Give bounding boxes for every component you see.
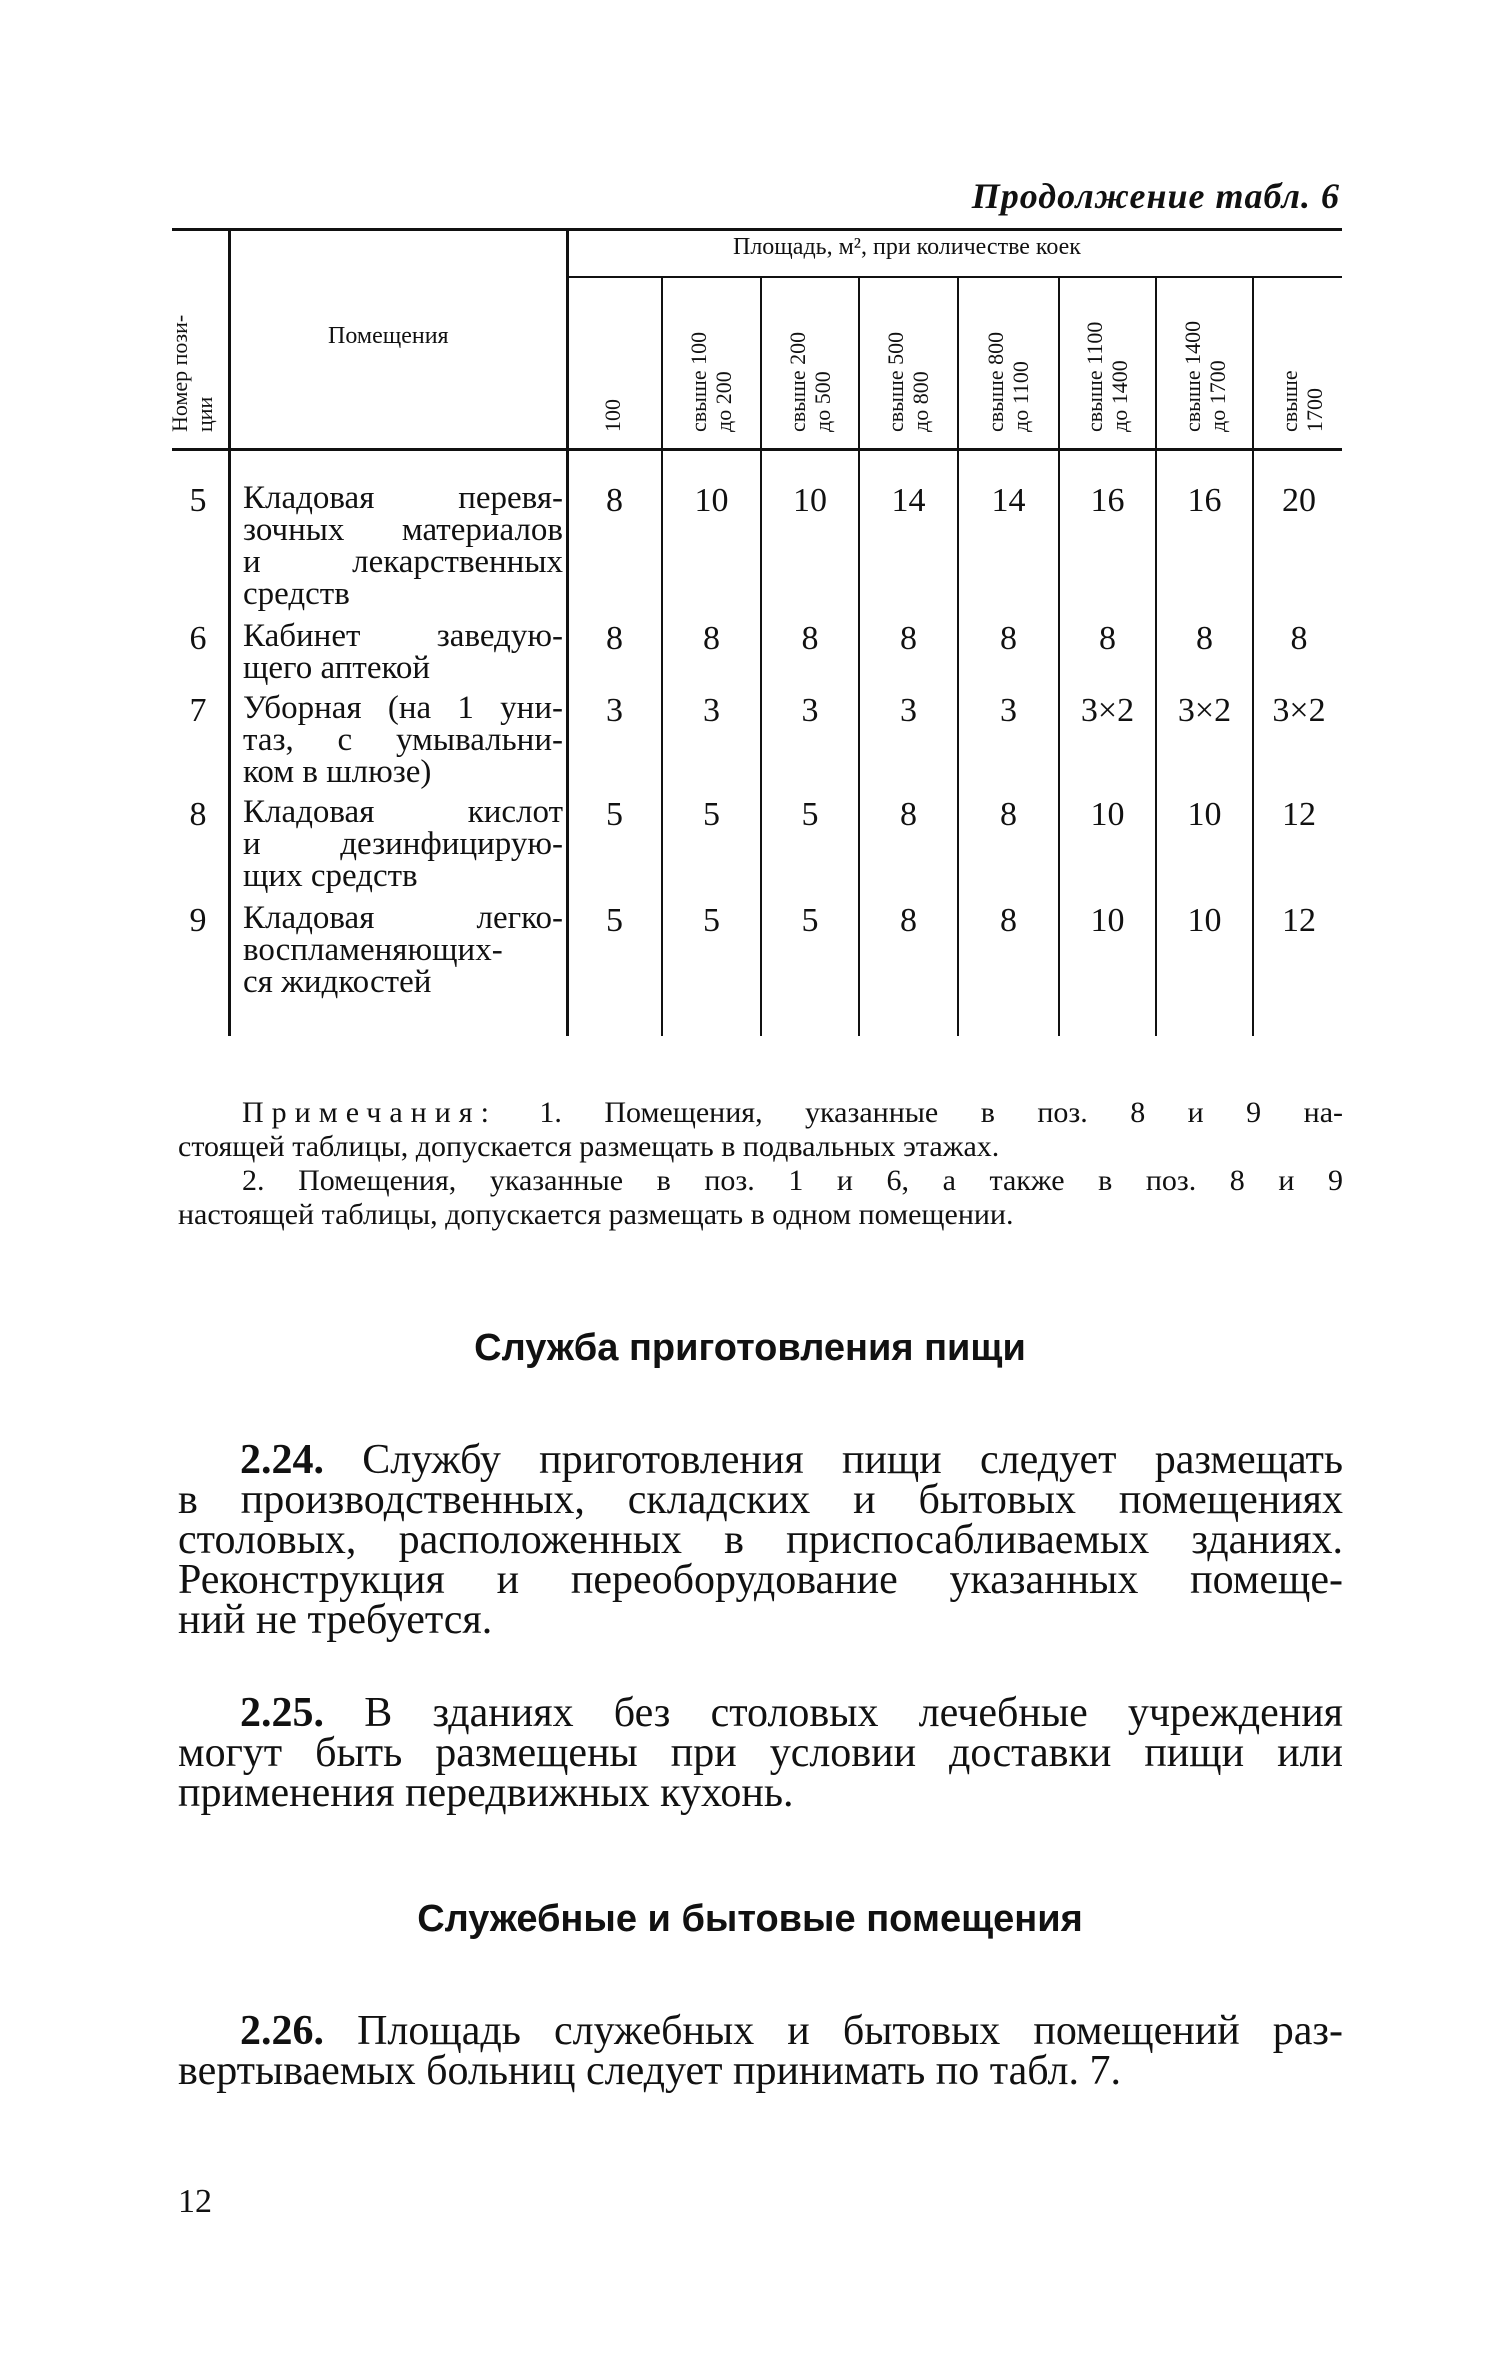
header-bottom-rule (172, 448, 1342, 451)
header-col-over-1700: свыше 1700 (1277, 370, 1327, 432)
paragraph-2-25: 2.25. В зданиях без столовых лечебные учреждения могут быть размещены при условии доставки пищи или применения передвижных кухонь. (178, 1690, 1343, 1816)
row-position-number: 7 (189, 692, 207, 729)
header-col-1100-1400: свыше 1100 до 1400 (1082, 321, 1132, 432)
area-cell: 10 (1090, 902, 1125, 939)
row-position-number: 9 (189, 902, 207, 939)
area-cell: 5 (703, 796, 720, 833)
section-heading-staff-rooms: Служебные и бытовые помещения (417, 1898, 1083, 1940)
area-cell: 3 (606, 692, 623, 729)
allocation-table (0, 0, 1500, 1060)
group-header-rule (566, 276, 1342, 278)
area-cell: 5 (801, 902, 819, 939)
note-1-line-1: 1. Помещения, указанные в поз. 8 и 9 на- (539, 1096, 1343, 1129)
area-cell: 12 (1282, 902, 1316, 939)
header-col-100: 100 (600, 399, 625, 432)
area-cell: 20 (1282, 482, 1316, 519)
area-cell: 3×2 (1177, 692, 1232, 729)
area-cell: 8 (703, 620, 720, 657)
header-col-1400-1700: свыше 1400 до 1700 (1180, 320, 1230, 432)
area-cell: 8 (1290, 620, 1308, 657)
row-position-number: 8 (189, 796, 207, 833)
room-name: Кабинет заведую- щего аптекой (243, 618, 563, 686)
table-top-rule (172, 228, 1342, 231)
paragraph-2-26: 2.26. Площадь служебных и бытовых помещений раз- вертываемых больниц следует принимать по табл. 7. (178, 2008, 1343, 2094)
area-cell: 8 (801, 620, 819, 657)
header-area-group: Площадь, м², при количестве коек (733, 234, 1081, 260)
area-cell: 8 (900, 796, 917, 833)
note-2-line-2: настоящей таблицы, допускается размещать в одном помещении. (178, 1198, 1014, 1231)
area-cell: 8 (900, 620, 917, 657)
clause-number: 2.24. (240, 1437, 324, 1483)
clause-number: 2.26. (240, 2008, 324, 2054)
note-1-line-2: стоящей таблицы, допускается размещать в подвальных этажах. (178, 1130, 1000, 1163)
table-continuation-caption: Продолжение табл. 6 (971, 176, 1340, 216)
page-number: 12 (178, 2183, 212, 2220)
clause-number: 2.25. (240, 1690, 324, 1736)
area-cell: 14 (891, 482, 926, 519)
area-cell: 12 (1282, 796, 1316, 833)
room-name: Уборная (на 1 уни- таз, с умывальни- ком в шлюзе) (243, 690, 563, 790)
area-cell: 3 (801, 692, 819, 729)
note-2-line-1: 2. Помещения, указанные в поз. 1 и 6, а также в поз. 8 и 9 (242, 1164, 1343, 1197)
area-cell: 16 (1187, 482, 1222, 519)
row-position-number: 6 (189, 620, 207, 657)
area-cell: 8 (1000, 796, 1017, 833)
room-name: Кладовая легко- воспламеняющих- ся жидкостей (243, 900, 563, 1000)
header-col-800-1100: свыше 800 до 1100 (983, 331, 1033, 432)
header-position-number: Номер пози- ции (167, 314, 217, 432)
area-cell: 16 (1090, 482, 1125, 519)
area-cell: 3×2 (1080, 692, 1135, 729)
area-cell: 10 (1090, 796, 1125, 833)
area-cell: 10 (793, 482, 827, 519)
area-cell: 3 (703, 692, 720, 729)
column-divider (228, 228, 231, 1036)
notes-label: Примечания: (242, 1096, 497, 1129)
table-notes (178, 1096, 1343, 1232)
area-cell: 8 (606, 620, 623, 657)
area-cell: 3 (900, 692, 917, 729)
paragraph-2-24: 2.24. Службу приготовления пищи следует размещать в производственных, складских и бытовых помещениях столовых, расположенных в приспосабливаемых зданиях. Реконструкция и переоборудование указанных помеще- ний не требуется. (178, 1437, 1344, 1643)
area-cell: 8 (1099, 620, 1116, 657)
area-cell: 8 (1000, 902, 1017, 939)
area-cell: 5 (801, 796, 819, 833)
area-cell: 5 (606, 902, 623, 939)
area-cell: 8 (606, 482, 623, 519)
header-col-100-200: свыше 100 до 200 (686, 331, 736, 432)
header-rooms: Помещения (328, 323, 449, 349)
header-col-200-500: свыше 200 до 500 (785, 331, 835, 432)
header-col-500-800: свыше 500 до 800 (883, 331, 933, 432)
area-cell: 10 (694, 482, 729, 519)
row-position-number: 5 (189, 482, 207, 519)
room-name: Кладовая перевя- зочных материалов и лекарственных средств (243, 480, 563, 612)
room-name: Кладовая кислот и дезинфицирую- щих средств (243, 794, 563, 894)
area-cell: 3 (1000, 692, 1017, 729)
area-cell: 14 (991, 482, 1026, 519)
area-cell: 5 (703, 902, 720, 939)
area-cell: 8 (1196, 620, 1213, 657)
area-cell: 8 (900, 902, 917, 939)
area-cell: 5 (606, 796, 623, 833)
area-cell: 3×2 (1272, 692, 1326, 729)
area-cell: 10 (1187, 902, 1222, 939)
section-heading-food-service: Служба приготовления пищи (474, 1327, 1026, 1369)
area-cell: 8 (1000, 620, 1017, 657)
area-cell: 10 (1187, 796, 1222, 833)
